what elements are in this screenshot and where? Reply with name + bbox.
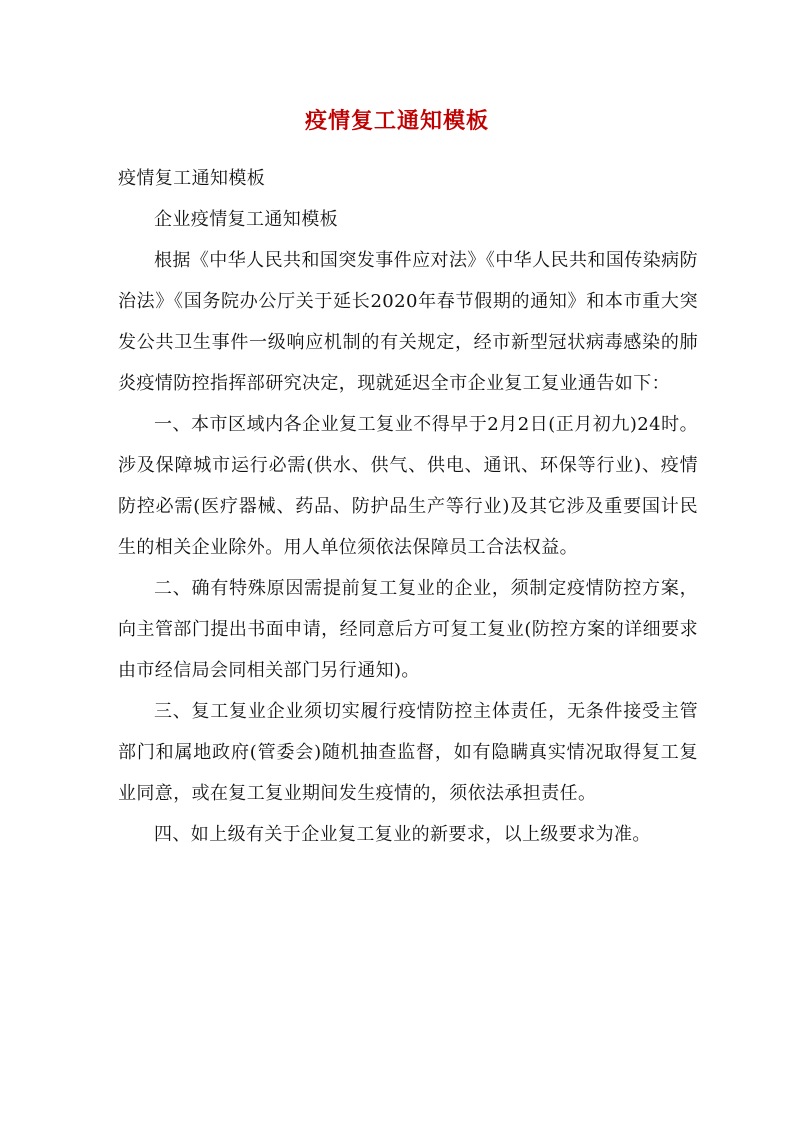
document-heading: 疫情复工通知模板 bbox=[118, 168, 266, 189]
document-body bbox=[118, 158, 698, 855]
paragraph-item-3: 三、复工复业企业须切实履行疫情防控主体责任，无条件接受主管部门和属地政府(管委会)随机抽查监督，如有隐瞒真实情况取得复工复业同意，或在复工复业期间发生疫情的，须依法承担责任。 bbox=[118, 701, 698, 804]
paragraph-item-1: 一、本市区域内各企业复工复业不得早于2月2日(正月初九)24时。涉及保障城市运行必需(供水、供气、供电、通讯、环保等行业)、疫情防控必需(医疗器械、药品、防护品生产等行业)及其它涉及重要国计民生的相关企业除外。用人单位须依法保障员工合法权益。 bbox=[118, 414, 698, 558]
document-subheading: 企业疫情复工通知模板 bbox=[154, 209, 338, 230]
paragraph-item-4: 四、如上级有关于企业复工复业的新要求，以上级要求为准。 bbox=[154, 824, 651, 845]
paragraph-item-2: 二、确有特殊原因需提前复工复业的企业，须制定疫情防控方案，向主管部门提出书面申请，经同意后方可复工复业(防控方案的详细要求由市经信局会同相关部门另行通知)。 bbox=[118, 578, 698, 681]
paragraph-intro: 根据《中华人民共和国突发事件应对法》《中华人民共和国传染病防治法》《国务院办公厅关于延长2020年春节假期的通知》和本市重大突发公共卫生事件一级响应机制的有关规定，经市新型冠状病毒感染的肺炎疫情防控指挥部研究决定，现就延迟全市企业复工复业通告如下： bbox=[118, 250, 698, 394]
document-title: 疫情复工通知模板 bbox=[304, 108, 489, 134]
